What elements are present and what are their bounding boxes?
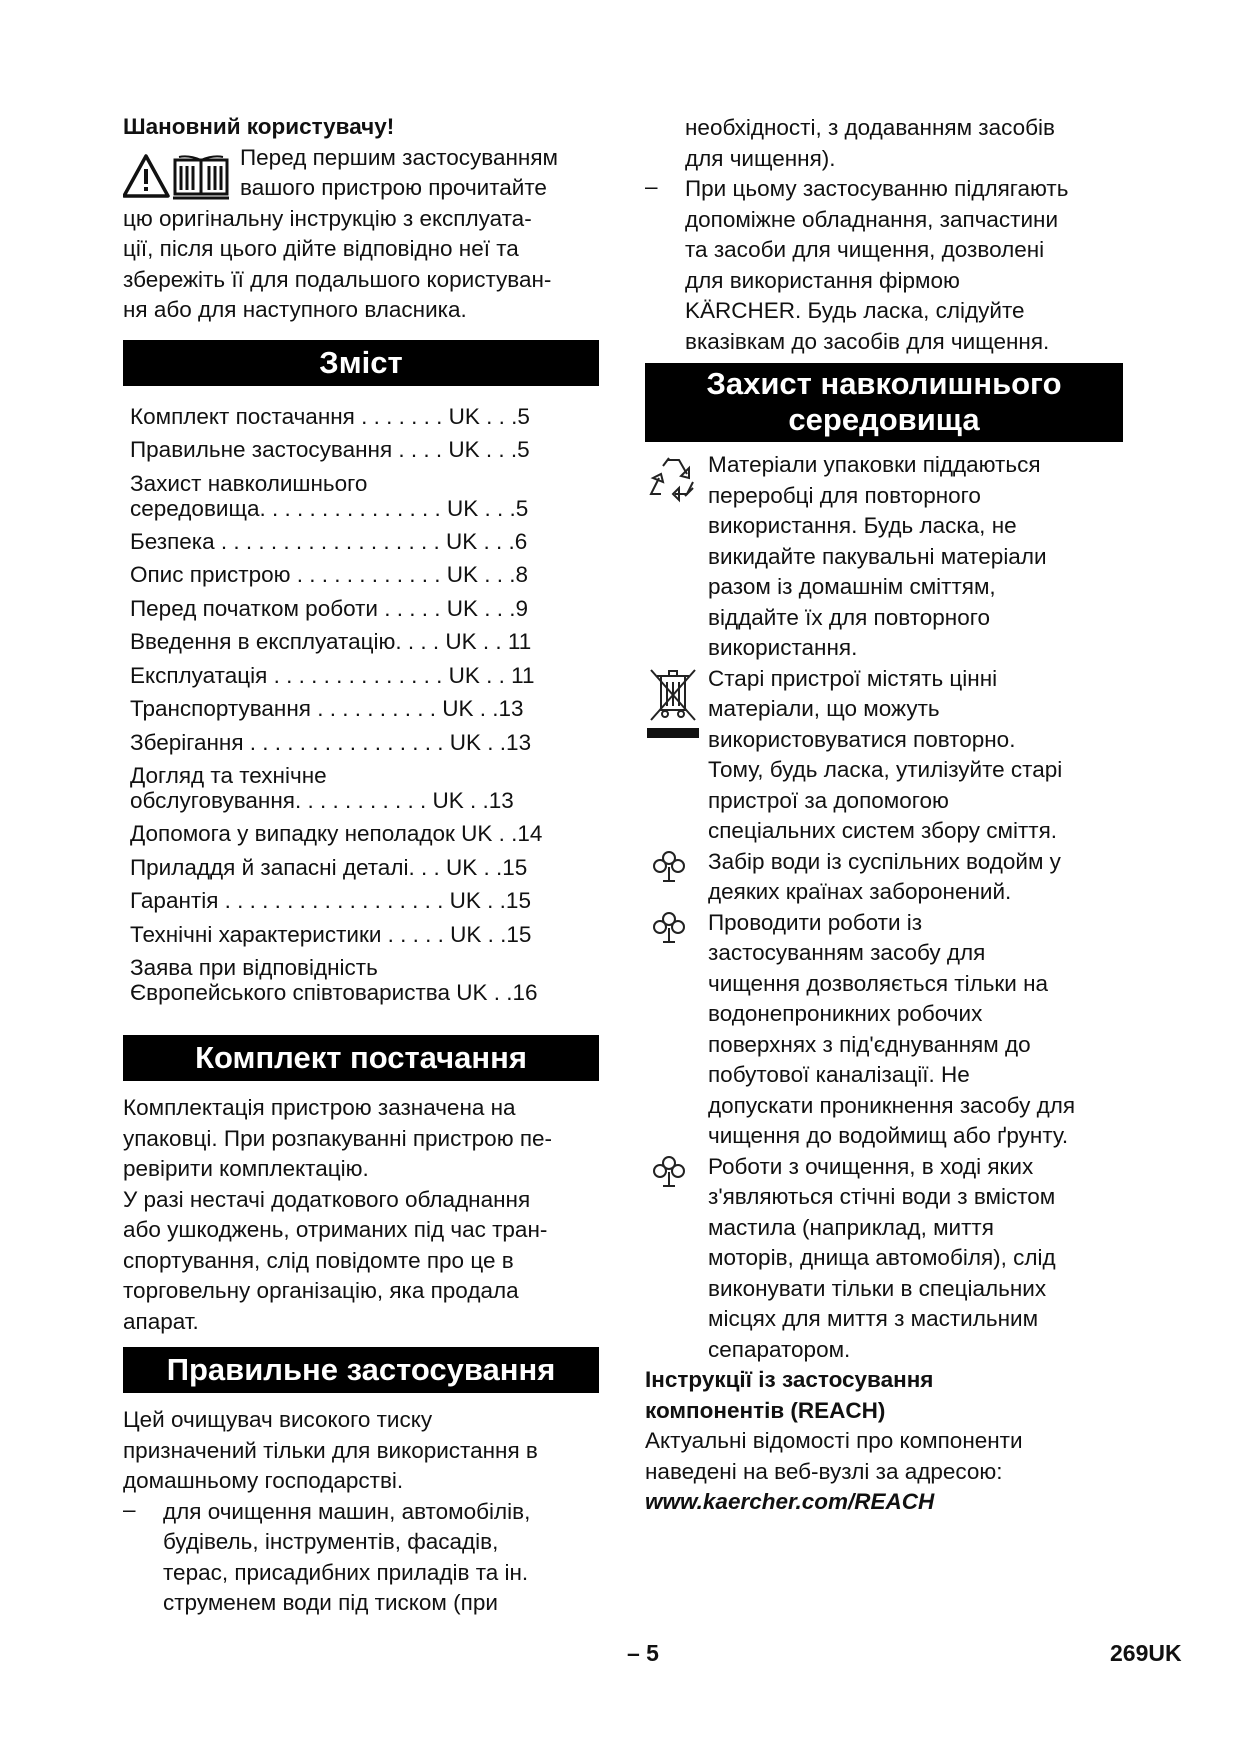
environment-line: Старі пристрої містять цінні — [708, 665, 998, 691]
toc-item[interactable]: Комплект постачання . . . . . . . UK . . .5 — [130, 403, 530, 429]
environment-line: сепаратором. — [708, 1336, 851, 1362]
usage-item-line: струменем води під тиском (при — [163, 1590, 498, 1615]
environment-item — [645, 847, 1123, 908]
environment-line: з'являються стічні води з вмістом — [708, 1184, 1056, 1209]
toc-item-line: Захист навколишнього — [130, 470, 368, 496]
toc-item-line: обслуговування. . . . . . . . . . . UK . .13 — [130, 788, 514, 813]
warning-triangle-icon — [124, 156, 168, 196]
environment-line: побутової каналізації. Не — [708, 1062, 970, 1087]
delivery-line: ревірити комплектацію. — [123, 1156, 369, 1181]
intro-line-2: вашого пристрою прочитайте — [240, 175, 547, 200]
toc-item[interactable]: Експлуатація . . . . . . . . . . . . . . UK . . 11 — [130, 662, 535, 688]
environment-title-line: Захист навколишнього — [706, 366, 1062, 401]
usage-item-continued — [645, 113, 1123, 174]
environment-line: Забір води із суспільних водойм у — [708, 848, 1061, 874]
toc-item[interactable]: Транспортування . . . . . . . . . . UK . .13 — [130, 696, 524, 721]
environment-line: разом із домашнім сміттям, — [708, 574, 996, 599]
environment-line: Роботи з очищення, в ході яких — [708, 1153, 1034, 1179]
greeting: Шановний користувачу! — [123, 114, 395, 139]
environment-line: пристрої за допомогою — [708, 787, 949, 813]
page-code: 269UK — [1110, 1640, 1182, 1666]
environment-item — [645, 664, 1123, 847]
usage-item-line: KÄRCHER. Будь ласка, слідуйте — [685, 298, 1025, 323]
usage-item-line: для очищення машин, автомобілів, — [163, 1498, 531, 1524]
manual-book-icon — [173, 156, 229, 198]
page-number: – 5 — [627, 1640, 659, 1666]
toc-item[interactable] — [130, 471, 599, 521]
toc-item-line: середовища. . . . . . . . . . . . . . . UK . . .5 — [130, 495, 529, 521]
toc-item[interactable] — [130, 955, 599, 1005]
environment-line: водонепроникних робочих — [708, 1001, 983, 1026]
delivery-line: або ушкоджень, отриманих під час тран- — [123, 1217, 548, 1242]
toc-item-line: Догляд та технічне — [130, 763, 327, 788]
intro-line-1: Перед першим застосуванням — [240, 144, 559, 170]
crossed-bin-icon — [645, 664, 708, 847]
environment-line: мастила (наприклад, миття — [708, 1214, 994, 1240]
toc-item[interactable]: Правильне застосування . . . . UK . . .5 — [130, 437, 530, 462]
delivery-line: торговельну організацію, яка продала — [123, 1278, 519, 1303]
usage-item-line: для використання фірмою — [685, 267, 960, 293]
delivery-section — [123, 1093, 599, 1337]
environment-title-line: середовища — [788, 402, 980, 437]
left-column — [123, 112, 599, 1619]
environment-item — [645, 1152, 1123, 1366]
toc-item[interactable]: Технічні характеристики . . . . . UK . .15 — [130, 921, 532, 947]
environment-line: використання. — [708, 635, 858, 660]
delivery-line: упаковці. При розпакуванні пристрою пе- — [123, 1125, 553, 1151]
environment-tree-icon — [645, 1152, 708, 1366]
environment-line: поверхнях з під'єднуванням до — [708, 1031, 1031, 1057]
table-of-contents — [130, 400, 599, 1006]
environment-title — [645, 363, 1123, 442]
environment-line: допускати проникнення засобу для — [708, 1092, 1076, 1118]
usage-item-line: вказівкам до засобів для чищення. — [685, 328, 1050, 354]
right-column — [645, 113, 1123, 1518]
environment-tree-icon — [645, 847, 708, 908]
intro-line: збережіть її для подальшого користуван- — [123, 266, 552, 292]
intro-line: цю оригінальну інструкцію з експлуата- — [123, 205, 532, 231]
toc-item[interactable]: Опис пристрою . . . . . . . . . . . . UK . . .8 — [130, 562, 529, 587]
usage-line: призначений тільки для використання в — [123, 1437, 538, 1463]
environment-line: чищення до водоймищ або ґрунту. — [708, 1123, 1069, 1148]
intro-line: ції, після цього дійте відповідно неї та — [123, 236, 519, 261]
environment-line: чищення дозволяється тільки на — [708, 970, 1049, 996]
environment-line: місцях для миття з мастильним — [708, 1306, 1039, 1331]
usage-item-line: При цьому застосуванню підлягають — [685, 176, 1069, 201]
environment-line: Матеріали упаковки піддаються — [708, 452, 1041, 477]
usage-item-line: для чищення). — [685, 145, 836, 171]
toc-item[interactable]: Приладдя й запасні деталі. . . UK . .15 — [130, 854, 528, 880]
usage-line: Цей очищувач високого тиску — [123, 1407, 433, 1432]
toc-item[interactable] — [130, 763, 599, 813]
usage-item-line: будівель, інструментів, фасадів, — [163, 1529, 499, 1554]
toc-item[interactable]: Введення в експлуатацію. . . . UK . . 11 — [130, 629, 532, 654]
reach-section — [645, 1365, 1123, 1518]
environment-line: використовуватися повторно. — [708, 726, 1016, 752]
environment-tree-icon — [645, 908, 708, 1152]
environment-item — [645, 450, 1123, 664]
environment-line: використання. Будь ласка, не — [708, 513, 1017, 538]
environment-line: застосуванням засобу для — [708, 940, 986, 965]
environment-line: матеріали, що можуть — [708, 696, 940, 721]
usage-title: Правильне застосування — [123, 1347, 599, 1393]
usage-item-line: та засоби для чищення, дозволені — [685, 237, 1045, 262]
delivery-line: апарат. — [123, 1308, 199, 1334]
toc-title: Зміст — [123, 340, 599, 386]
environment-line: викидайте пакувальні матеріали — [708, 543, 1047, 569]
usage-line: домашньому господарстві. — [123, 1468, 404, 1493]
environment-line: переробці для повторного — [708, 482, 981, 508]
reach-heading: Інструкції із застосування — [645, 1367, 934, 1392]
usage-list-item — [123, 1497, 599, 1619]
reach-line: наведені на веб-вузлі за адресою: — [645, 1458, 1003, 1484]
reach-line: Актуальні відомості про компоненти — [645, 1428, 1023, 1453]
intro-icons — [123, 152, 233, 202]
toc-item[interactable]: Зберігання . . . . . . . . . . . . . . . . UK . .13 — [130, 729, 532, 755]
intro-section — [123, 112, 599, 326]
toc-item[interactable]: Допомога у випадку неполадок UK . .14 — [130, 821, 543, 846]
environment-item — [645, 908, 1123, 1152]
reach-link[interactable]: www.kaercher.com/REACH — [645, 1489, 935, 1514]
toc-item-line: Європейського співтовариства UK . .16 — [130, 980, 538, 1005]
environment-line: віддайте їх для повторного — [708, 604, 990, 630]
toc-item[interactable]: Перед початком роботи . . . . . UK . . .9 — [130, 595, 529, 621]
recycle-icon — [645, 450, 708, 664]
toc-item[interactable]: Безпека . . . . . . . . . . . . . . . . . . UK . . .6 — [130, 528, 528, 554]
delivery-title: Комплект постачання — [123, 1035, 599, 1081]
usage-item-line: терас, присадибних приладів та ін. — [163, 1559, 529, 1585]
usage-section — [123, 1405, 599, 1619]
environment-line: виконувати тільки в спеціальних — [708, 1275, 1047, 1301]
delivery-line: спортування, слід повідомте про це в — [123, 1247, 514, 1273]
environment-line: Тому, будь ласка, утилізуйте старі — [708, 757, 1063, 782]
reach-heading: компонентів (REACH) — [645, 1397, 886, 1423]
environment-line: спеціальних систем збору сміття. — [708, 818, 1058, 843]
toc-item[interactable]: Гарантія . . . . . . . . . . . . . . . . . . UK . .15 — [130, 888, 531, 913]
environment-line: деяких країнах заборонений. — [708, 879, 1012, 904]
dash-bullet: – — [123, 1496, 136, 1522]
environment-line: Проводити роботи із — [708, 909, 923, 935]
delivery-line: У разі нестачі додаткового обладнання — [123, 1186, 531, 1212]
delivery-line: Комплектація пристрою зазначена на — [123, 1095, 516, 1120]
environment-section — [645, 450, 1123, 1365]
toc-item-line: Заява при відповідність — [130, 955, 378, 980]
usage-list-item — [645, 174, 1123, 357]
environment-line: моторів, днища автомобіля), слід — [708, 1245, 1056, 1270]
usage-item-line: необхідності, з додаванням засобів — [685, 115, 1055, 140]
usage-item-line: допоміжне обладнання, запчастини — [685, 206, 1059, 232]
dash-bullet: – — [645, 174, 658, 199]
intro-line: ня або для наступного власника. — [123, 297, 467, 322]
